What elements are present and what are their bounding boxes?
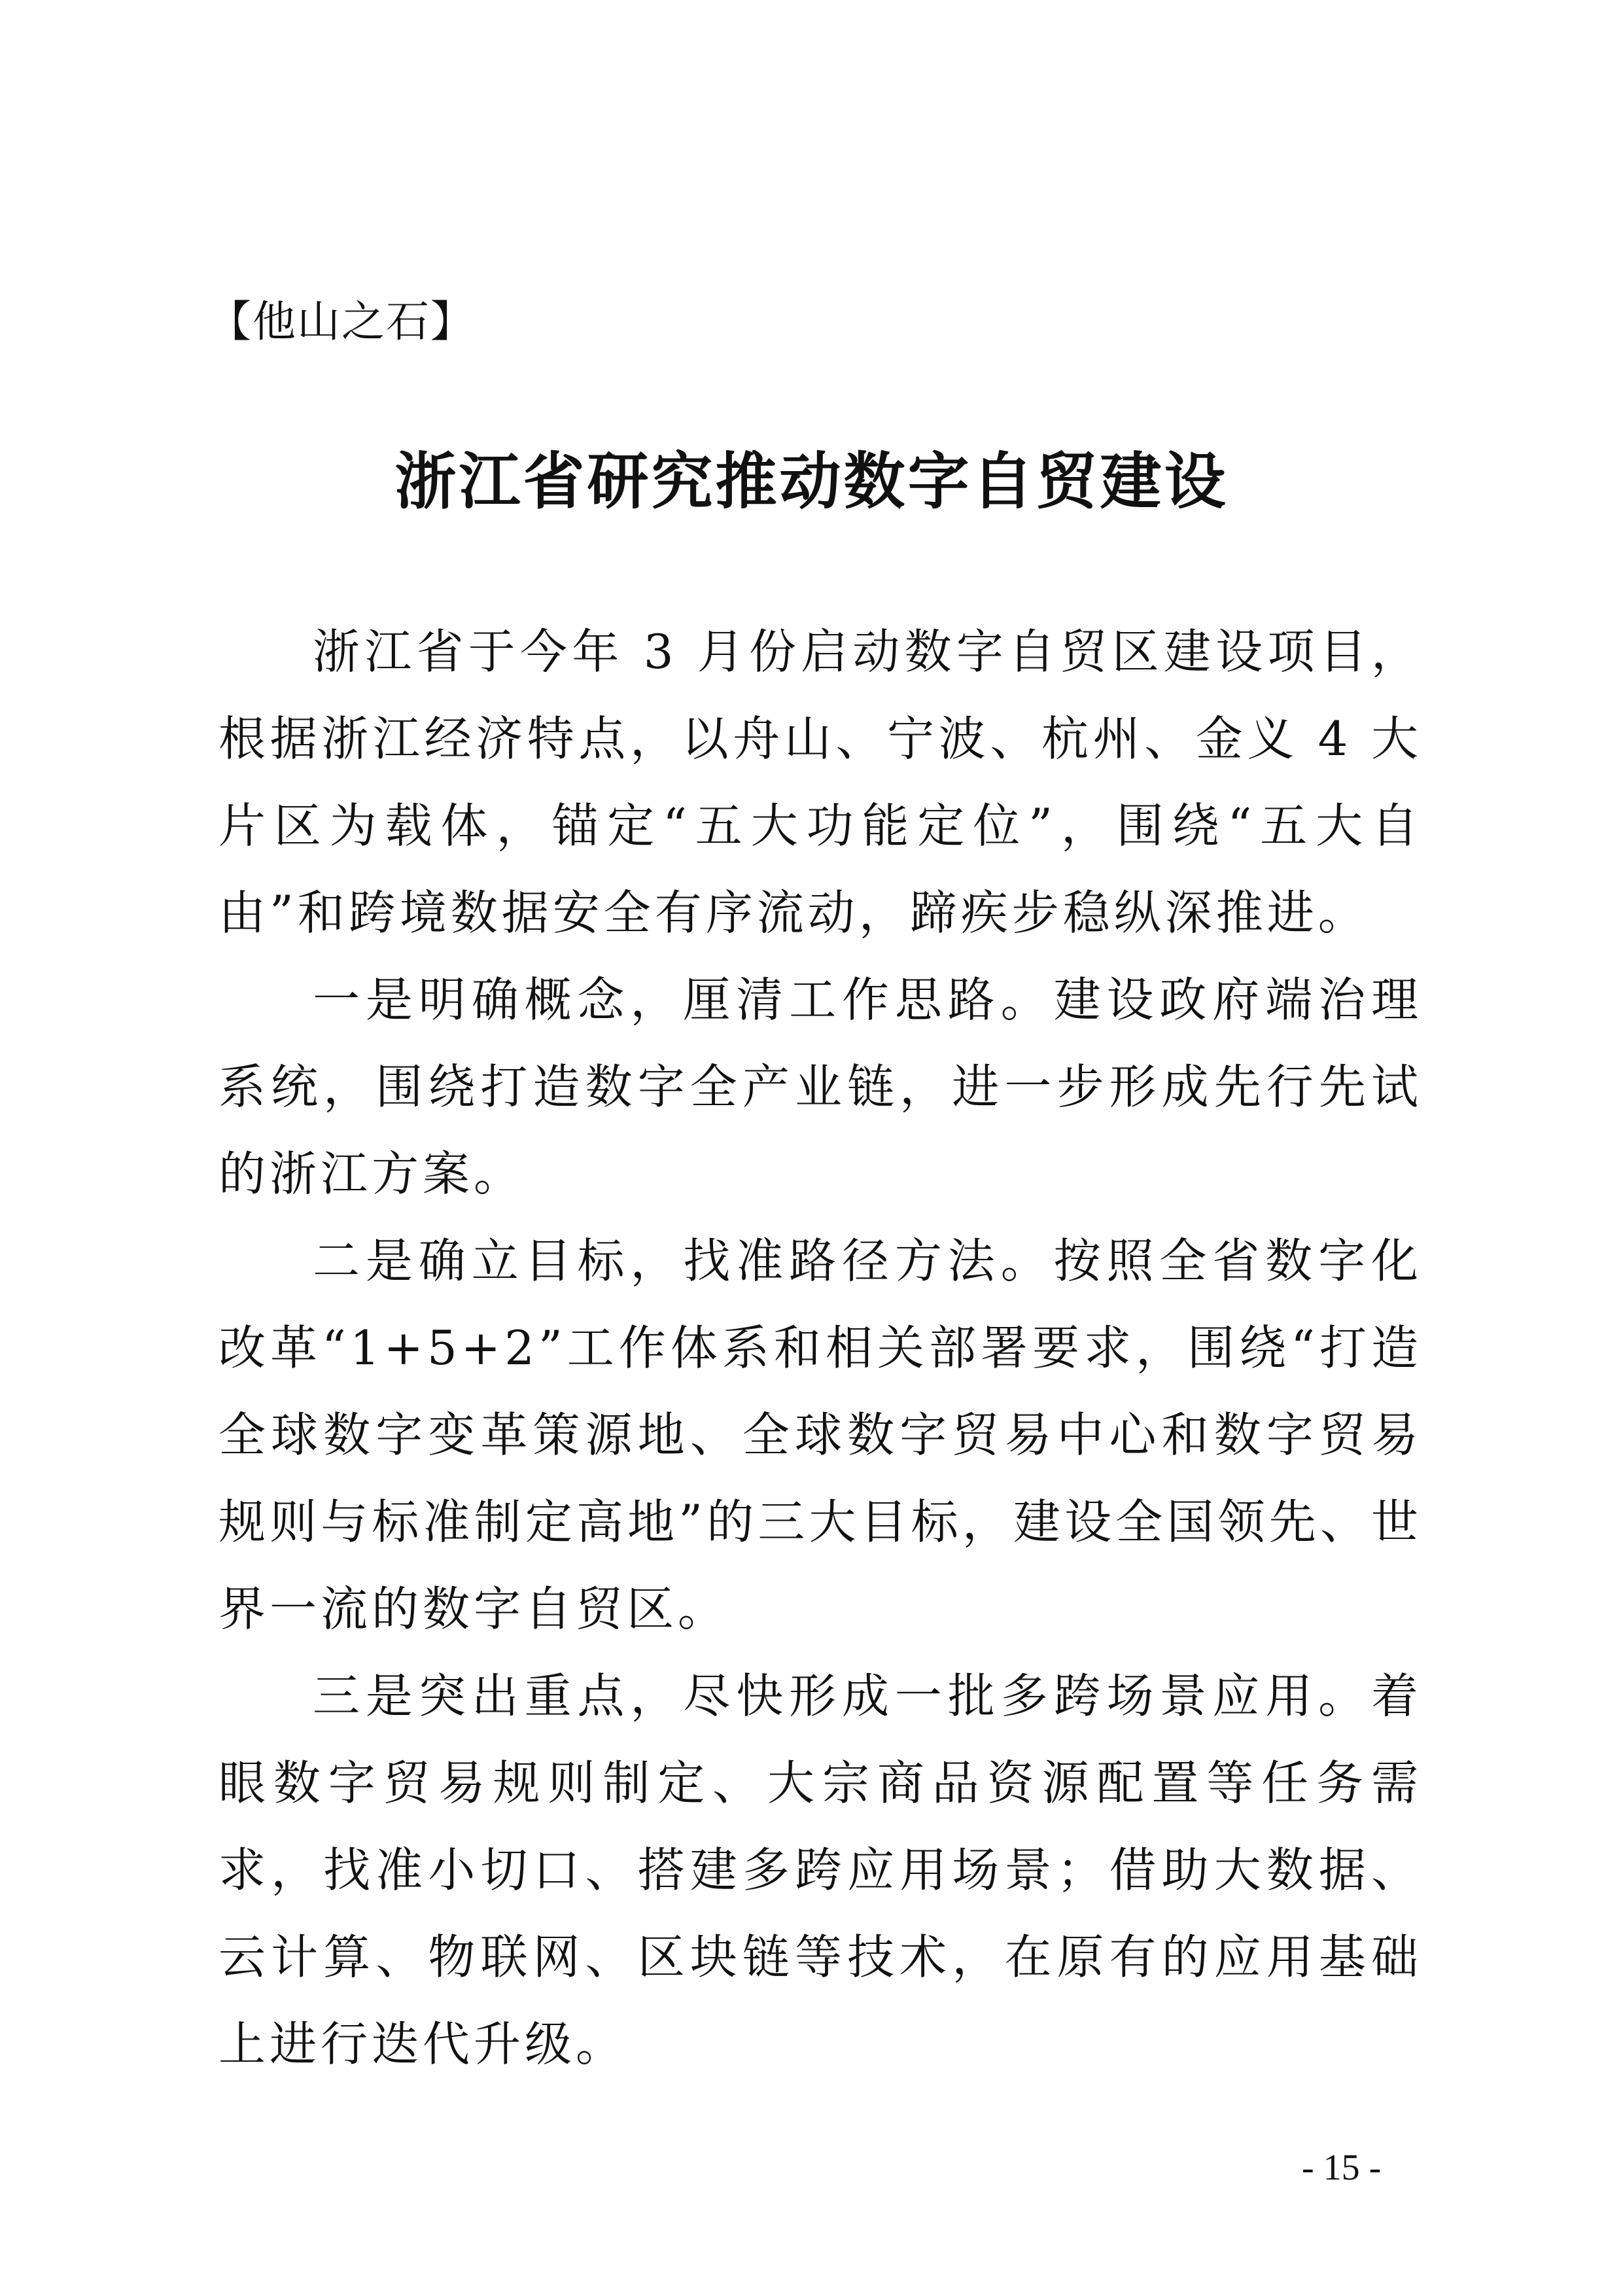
article-title: 浙江省研究推动数字自贸建设: [394, 446, 1229, 518]
paragraph-point-1: 一是明确概念，厘清工作思路。建设政府端治理系统，围绕打造数字全产业链，进一步形成先行先试的浙江方案。: [218, 972, 1422, 1201]
paragraph-point-2: 二是确立目标，找准路径方法。按照全省数字化改革“1+5+2”工作体系和相关部署要求，围绕“打造全球数字变革策源地、全球数字贸易中心和数字贸易规则与标准制定高地”的三大目标，建设全国领先、世界一流的数字自贸区。: [218, 1233, 1422, 1636]
article-body: [218, 609, 1422, 2088]
paragraph-intro: 浙江省于今年 3 月份启动数字自贸区建设项目，根据浙江经济特点，以舟山、宁波、杭州、金义 4 大片区为载体，锚定“五大功能定位”，围绕“五大自由”和跨境数据安全有序流动，蹄疾步稳纵深推进。: [218, 624, 1422, 940]
section-tag: 【他山之石】: [208, 296, 475, 347]
paragraph-point-3: 三是突出重点，尽快形成一批多跨场景应用。着眼数字贸易规则制定、大宗商品资源配置等任务需求，找准小切口、搭建多跨应用场景；借助大数据、云计算、物联网、区块链等技术，在原有的应用基础上进行迭代升级。: [218, 1669, 1422, 2072]
page-number: - 15 -: [1302, 2147, 1382, 2188]
